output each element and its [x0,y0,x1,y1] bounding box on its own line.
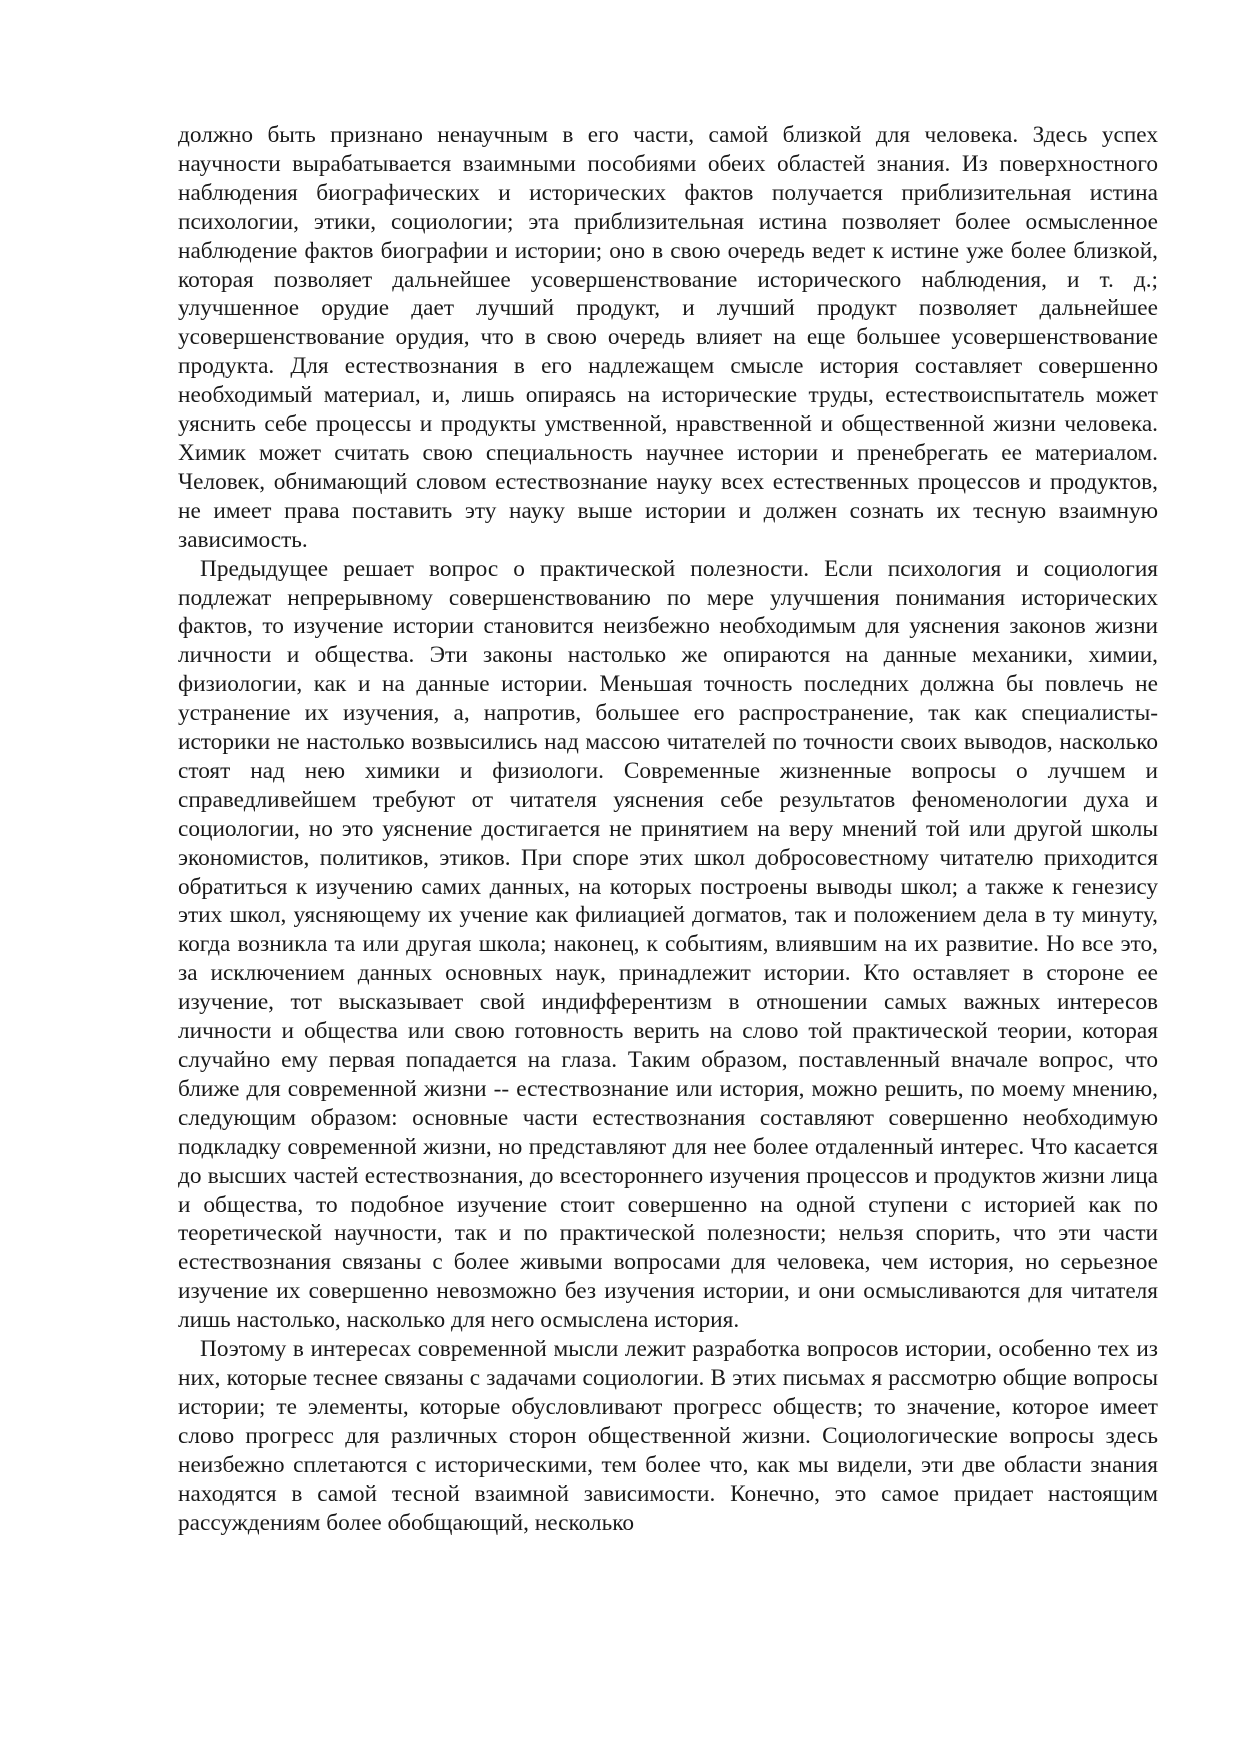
paragraph-1: должно быть признано ненаучным в его части, самой близкой для человека. Здесь успех научности вырабатывается взаимными пособиями обеих областей знания. Из поверхностного наблюдения биографических и исторических фактов получается приблизительная истина психологии, этики, социологии; эта приблизительная истина позволяет более осмысленное наблюдение фактов биографии и истории; оно в свою очередь ведет к истине уже более близкой, которая позволяет дальнейшее усовершенствование исторического наблюдения, и т. д.; улучшенное орудие дает лучший продукт, и лучший продукт позволяет дальнейшее усовершенствование орудия, что в свою очередь влияет на еще большее усовершенствование продукта. Для естествознания в его надлежащем смысле история составляет совершенно необходимый материал, и, лишь опираясь на исторические труды, естествоиспытатель может уяснить себе процессы и продукты умственной, нравственной и общественной жизни человека. Химик может считать свою специальность научнее истории и пренебрегать ее материалом. Человек, обнимающий словом естествознание науку всех естественных процессов и продуктов, не имеет права поставить эту науку выше истории и должен сознать их тесную взаимную зависимость. [178,122,1158,553]
paragraph-3: Поэтому в интересах современной мысли лежит разработка вопросов истории, особенно тех из них, которые теснее связаны с задачами социологии. В этих письмах я рассмотрю общие вопросы истории; те элементы, которые обусловливают прогресс обществ; то значение, которое имеет слово прогресс для различных сторон общественной жизни. Социологические вопросы здесь неизбежно сплетаются с историческими, тем более что, как мы видели, эти две области знания находятся в самой тесной взаимной зависимости. Конечно, это самое придает настоящим рассуждениям более обобщающий, несколько [178,1336,1158,1536]
document-page [178,121,1158,1537]
paragraph-2: Предыдущее решает вопрос о практической полезности. Если психология и социология подлежат непрерывному совершенствованию по мере улучшения понимания исторических фактов, то изучение истории становится неизбежно необходимым для уяснения законов жизни личности и общества. Эти законы настолько же опираются на данные механики, химии, физиологии, как и на данные истории. Меньшая точность последних должна бы повлечь не устранение их изучения, а, напротив, большее его распространение, так как специалисты-историки не настолько возвысились над массою читателей по точности своих выводов, насколько стоят над нею химики и физиологи. Современные жизненные вопросы о лучшем и справедливейшем требуют от читателя уяснения себе результатов феноменологии духа и социологии, но это уяснение достигается не принятием на веру мнений той или другой школы экономистов, политиков, этиков. При споре этих школ добросовестному читателю приходится обратиться к изучению самих данных, на которых построены выводы школ; а также к генезису этих школ, уясняющему их учение как филиацией догматов, так и положением дела в ту минуту, когда возникла та или другая школа; наконец, к событиям, влиявшим на их развитие. Но все это, за исключением данных основных наук, принадлежит истории. Кто оставляет в стороне ее изучение, тот высказывает свой индифферентизм в отношении самых важных интересов личности и общества или свою готовность верить на слово той практической теории, которая случайно ему первая попадается на глаза. Таким образом, поставленный вначале вопрос, что ближе для современной жизни -- естествознание или история, можно решить, по моему мнению, следующим образом: основные части естествознания составляют совершенно необходимую подкладку современной жизни, но представляют для нее более отдаленный интерес. Что касается до высших частей естествознания, до всестороннего изучения процессов и продуктов жизни лица и общества, то подобное изучение стоит совершенно на одной ступени с историей как по теоретической научности, так и по практической полезности; нельзя спорить, что эти части естествознания связаны с более живыми вопросами для человека, чем история, но серьезное изучение их совершенно невозможно без изучения истории, и они осмысливаются для читателя лишь настолько, насколько для него осмыслена история. [178,555,1158,1334]
